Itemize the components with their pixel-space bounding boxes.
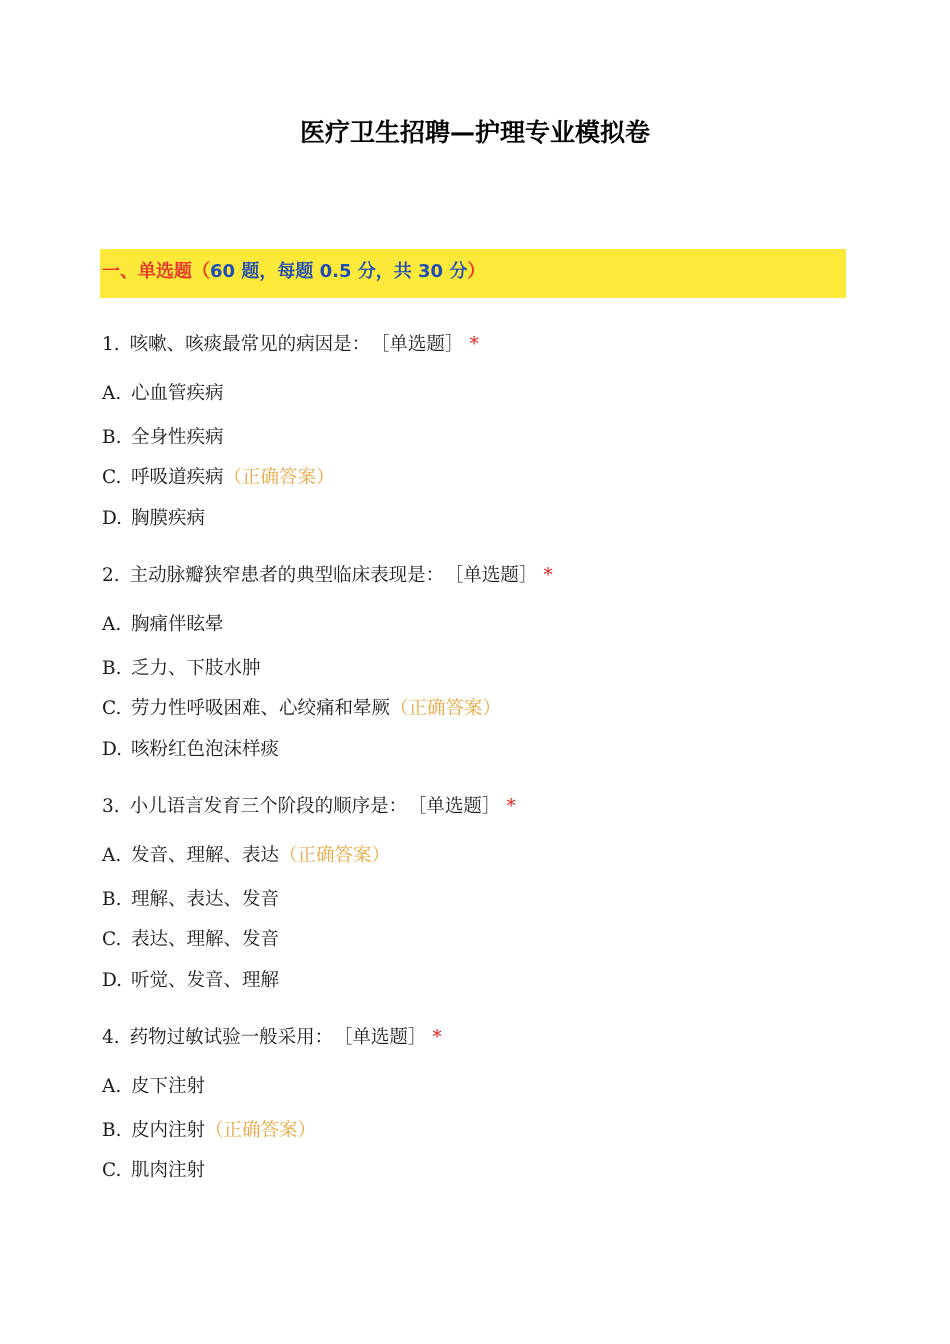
question-4-option-b[interactable] [102, 1118, 316, 1144]
correct-answer-label: （正确答案） [279, 845, 391, 866]
option-text: 理解、表达、发音 [131, 889, 280, 910]
required-mark: * [432, 1027, 442, 1048]
question-3-option-b[interactable] [102, 887, 279, 913]
question-text: 小儿语言发育三个阶段的顺序是： [129, 796, 408, 817]
question-2-option-b[interactable] [102, 656, 261, 682]
question-text: 主动脉瓣狭窄患者的典型临床表现是： [129, 565, 445, 586]
option-letter: D. [102, 739, 123, 760]
question-number: 3. [102, 796, 120, 817]
option-text: 呼吸道疾病 [131, 467, 224, 488]
option-text: 听觉、发音、理解 [131, 970, 280, 991]
question-4-option-c[interactable] [102, 1158, 205, 1184]
section-header [100, 249, 846, 298]
question-1-stem [102, 332, 479, 358]
section-paren-close: ） [467, 261, 486, 282]
option-text: 全身性疾病 [131, 427, 224, 448]
option-letter: C. [102, 1160, 122, 1181]
question-3-stem [102, 794, 516, 820]
correct-answer-label: （正确答案） [223, 467, 335, 488]
correct-answer-label: （正确答案） [390, 698, 502, 719]
option-text: 乏力、下肢水肿 [131, 658, 261, 679]
question-type-tag: ［单选题］ [343, 1027, 427, 1048]
option-letter: A. [102, 383, 122, 404]
option-letter: A. [102, 614, 122, 635]
option-text: 心血管疾病 [131, 383, 224, 404]
question-2-stem [102, 563, 553, 589]
question-3-option-d[interactable] [102, 968, 279, 994]
required-mark: * [506, 796, 516, 817]
question-type-tag: ［单选题］ [417, 796, 501, 817]
required-mark: * [543, 565, 553, 586]
section-paren-open: （ [192, 261, 210, 282]
option-letter: B. [102, 889, 122, 910]
option-text: 皮下注射 [131, 1076, 206, 1097]
option-letter: C. [102, 467, 122, 488]
question-3-option-c[interactable] [102, 927, 279, 953]
option-letter: B. [102, 658, 122, 679]
option-text: 胸痛伴眩晕 [131, 614, 224, 635]
option-letter: A. [102, 845, 122, 866]
required-mark: * [469, 334, 479, 355]
question-1-option-d[interactable] [102, 506, 205, 532]
question-1-option-a[interactable] [102, 381, 224, 407]
correct-answer-label: （正确答案） [205, 1120, 317, 1141]
option-text: 劳力性呼吸困难、心绞痛和晕厥 [131, 698, 391, 719]
option-letter: D. [102, 970, 123, 991]
question-type-tag: ［单选题］ [454, 565, 538, 586]
section-label: 一、单选题 [102, 261, 192, 282]
option-text: 胸膜疾病 [131, 508, 206, 529]
question-1-option-c[interactable] [102, 465, 335, 491]
option-letter: D. [102, 508, 123, 529]
question-type-tag: ［单选题］ [380, 334, 464, 355]
question-number: 2. [102, 565, 120, 586]
option-text: 咳粉红色泡沫样痰 [131, 739, 280, 760]
option-text: 发音、理解、表达 [131, 845, 280, 866]
option-letter: C. [102, 929, 122, 950]
option-letter: B. [102, 427, 122, 448]
question-4-stem [102, 1025, 442, 1051]
question-text: 药物过敏试验一般采用： [129, 1027, 334, 1048]
option-text: 肌肉注射 [131, 1160, 206, 1181]
question-text: 咳嗽、咳痰最常见的病因是： [129, 334, 371, 355]
document-title: 医疗卫生招聘—护理专业模拟卷 [299, 118, 650, 147]
option-letter: A. [102, 1076, 122, 1097]
question-2-option-c[interactable] [102, 696, 501, 722]
section-detail: 60 题，每题 0.5 分，共 30 分 [210, 261, 468, 282]
option-letter: C. [102, 698, 122, 719]
question-2-option-a[interactable] [102, 612, 224, 638]
option-letter: B. [102, 1120, 122, 1141]
option-text: 表达、理解、发音 [131, 929, 280, 950]
question-number: 4. [102, 1027, 120, 1048]
question-4-option-a[interactable] [102, 1074, 205, 1100]
question-1-option-b[interactable] [102, 425, 224, 451]
question-number: 1. [102, 334, 120, 355]
option-text: 皮内注射 [131, 1120, 206, 1141]
question-3-option-a[interactable] [102, 843, 390, 869]
question-2-option-d[interactable] [102, 737, 279, 763]
